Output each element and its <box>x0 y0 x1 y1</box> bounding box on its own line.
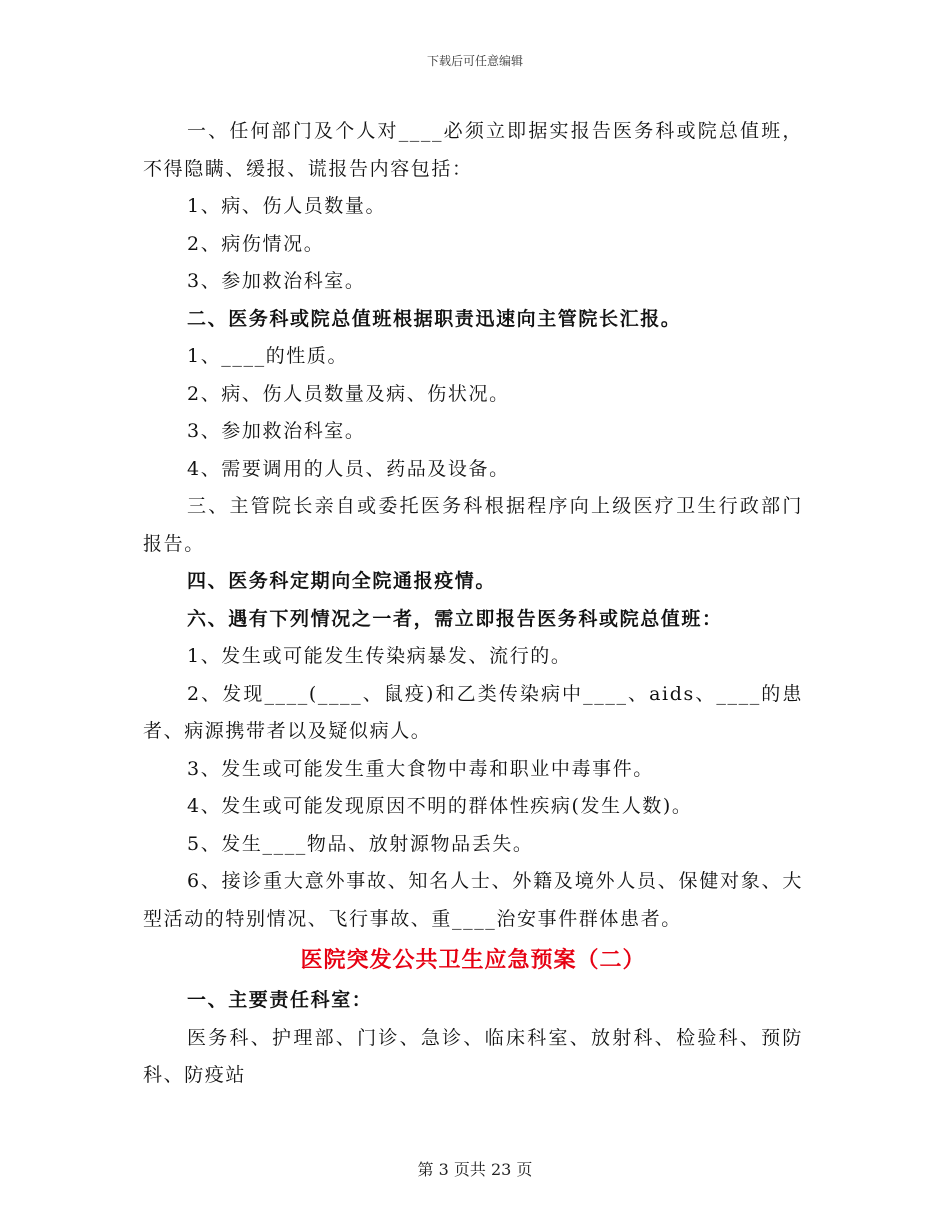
paragraph: 3、参加救治科室。 <box>187 420 366 442</box>
paragraph: 医务科、护理部、门诊、急诊、临床科室、放射科、检验科、预防科、防疫站 <box>143 1026 803 1086</box>
paragraph: 1、____的性质。 <box>187 345 349 367</box>
paragraph: 二、医务科或院总值班根据职责迅速向主管院长汇报。 <box>187 307 682 330</box>
paragraph-group-1 <box>143 113 803 938</box>
page-footer: 第 3 页共 23 页 <box>417 1160 533 1179</box>
paragraph: 四、医务科定期向全院通报疫情。 <box>187 570 497 592</box>
header-note: 下载后可任意编辑 <box>426 54 523 68</box>
paragraph: 2、发现____(____、鼠疫)和乙类传染病中____、aids、____的患者、病源携带者以及疑似病人。 <box>143 682 803 742</box>
paragraph: 5、发生____物品、放射源物品丢失。 <box>187 832 534 855</box>
document-body <box>143 113 803 1095</box>
paragraph: 1、病、伤人员数量。 <box>187 195 387 217</box>
paragraph: 2、病伤情况。 <box>187 232 325 255</box>
paragraph: 六、遇有下列情况之一者，需立即报告医务科或院总值班： <box>187 607 723 630</box>
paragraph: 一、主要责任科室： <box>187 989 373 1011</box>
section-title: 医院突发公共卫生应急预案（二） <box>300 947 646 973</box>
paragraph: 2、病、伤人员数量及病、伤状况。 <box>187 382 510 405</box>
paragraph: 4、需要调用的人员、药品及设备。 <box>187 457 510 480</box>
paragraph-group-2 <box>143 982 803 1095</box>
paragraph: 1、发生或可能发生传染病暴发、流行的。 <box>187 645 572 667</box>
paragraph: 三、主管院长亲自或委托医务科根据程序向上级医疗卫生行政部门报告。 <box>143 495 803 555</box>
paragraph: 4、发生或可能发现原因不明的群体性疾病(发生人数)。 <box>187 795 693 817</box>
paragraph: 3、发生或可能发生重大食物中毒和职业中毒事件。 <box>187 757 654 780</box>
paragraph: 3、参加救治科室。 <box>187 270 366 292</box>
paragraph: 一、任何部门及个人对____必须立即据实报告医务科或院总值班，不得隐瞒、缓报、谎报告内容包括： <box>143 120 803 180</box>
paragraph: 6、接诊重大意外事故、知名人士、外籍及境外人员、保健对象、大型活动的特别情况、飞行事故、重____治安事件群体患者。 <box>143 870 803 930</box>
